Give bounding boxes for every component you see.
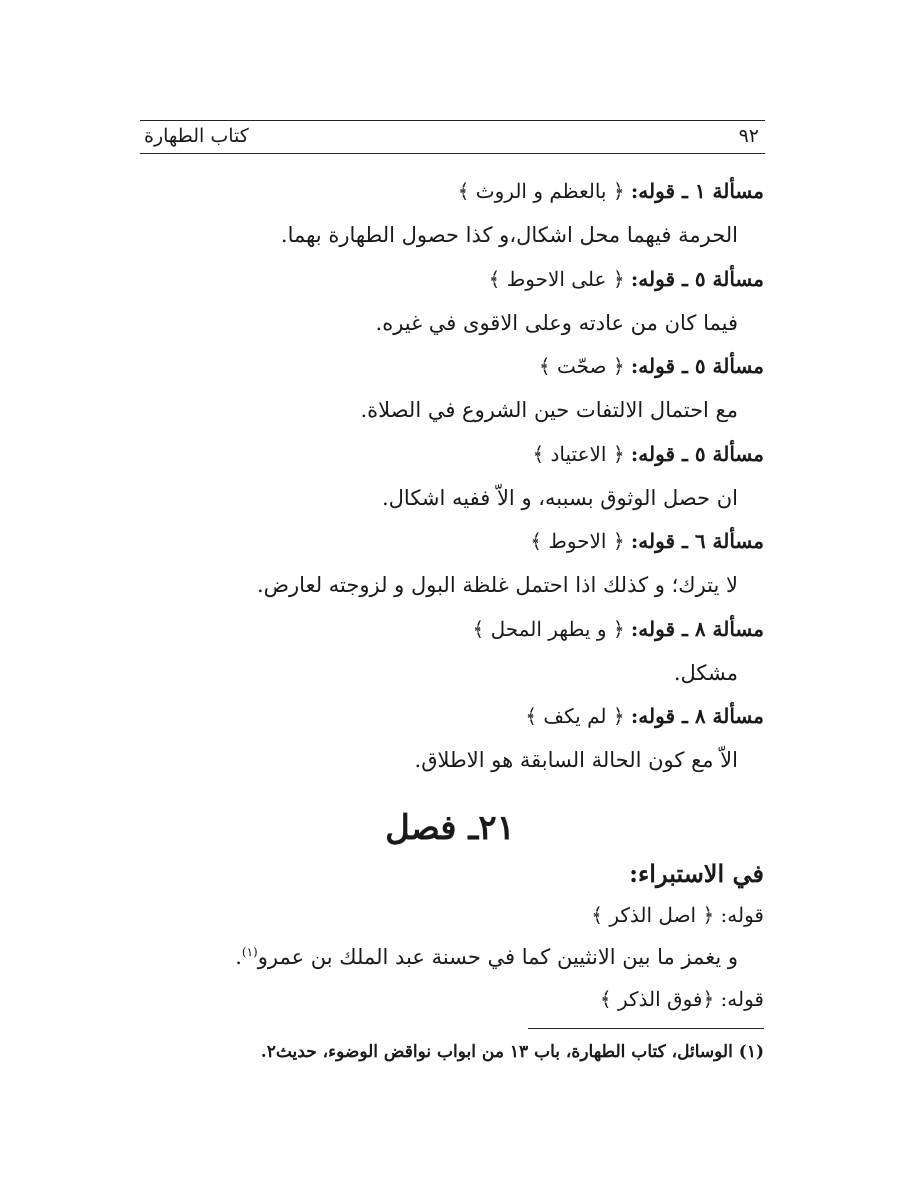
issue-quote: ﴿ و يطهر المحل ﴾ [472,616,625,641]
qawl-label: قوله: [720,903,764,927]
issue-label: مسألة ٦ ـ قوله: [630,529,764,554]
issue-line [134,526,764,557]
issue-quote: ﴿ على الاحوط ﴾ [488,266,625,291]
qawl-line [134,984,764,1015]
gloss-line: ان حصل الوثوق بسببه، و الاّ ففيه اشكال. [381,485,738,510]
header-title: كتاب الطهارة [144,125,249,147]
main-text [134,176,764,789]
gloss-text: و يغمز ما بين الانثيين كما في حسنة عبد الملك بن عمرو [257,945,738,969]
issue-line [134,439,764,470]
qawl-label: قوله: [720,986,764,1011]
gloss-line: الحرمة فيهما محل اشكال،و كذا حصول الطهارة بهما. [280,223,738,247]
gloss-line [134,941,738,974]
page-number: ٩٢ [738,125,759,147]
gloss-line: لا يترك؛ و كذلك اذا احتمل غلظة البول و لزوجته لعارض. [256,573,738,598]
issue-line [134,264,764,295]
footnote-mark[interactable]: (١) [241,945,258,959]
issue-label: مسألة ٥ ـ قوله: [630,266,764,291]
section-body [134,856,764,1025]
issue-line [134,351,764,382]
issue-label: مسألة ٨ ـ قوله: [630,704,764,729]
footnote: (١) الوسائل، كتاب الطهارة، باب ١٣ من ابواب نواقض الوضوء، حديث٢. [260,1042,764,1062]
section-subheading: في الاستبراء: [629,859,764,888]
gloss-line: مع احتمال الالتفات حين الشروع في الصلاة. [360,398,738,423]
issue-label: مسألة ٥ ـ قوله: [630,441,764,466]
gloss-end: . [235,945,242,969]
issue-label: مسألة ٨ ـ قوله: [630,616,764,641]
issue-quote: ﴿ الاحوط ﴾ [530,529,625,554]
issue-line [134,176,764,207]
issue-quote: ﴿ بالعظم و الروث ﴾ [457,179,625,203]
gloss-line: الاّ مع كون الحالة السابقة هو الاطلاق. [414,748,738,773]
running-header [140,120,765,154]
issue-label: مسألة ١ ـ قوله: [630,179,764,203]
qawl-quote: ﴿فوق الذكر ﴾ [599,986,715,1011]
qawl-quote: ﴿ اصل الذكر ﴾ [591,903,715,927]
section-heading: ٢١ـ فصل [385,808,515,848]
issue-quote: ﴿ لم يكف ﴾ [525,704,625,729]
issue-quote: ﴿ الاعتياد ﴾ [532,441,625,466]
qawl-line [134,900,764,931]
gloss-line: فيما كان من عادته وعلى الاقوى في غيره. [375,310,738,335]
issue-label: مسألة ٥ ـ قوله: [630,354,764,379]
issue-quote: ﴿ صحّت ﴾ [538,354,625,379]
issue-line [134,701,764,732]
issue-line [134,614,764,645]
footnote-rule [528,1028,764,1029]
gloss-line: مشكل. [673,660,738,685]
